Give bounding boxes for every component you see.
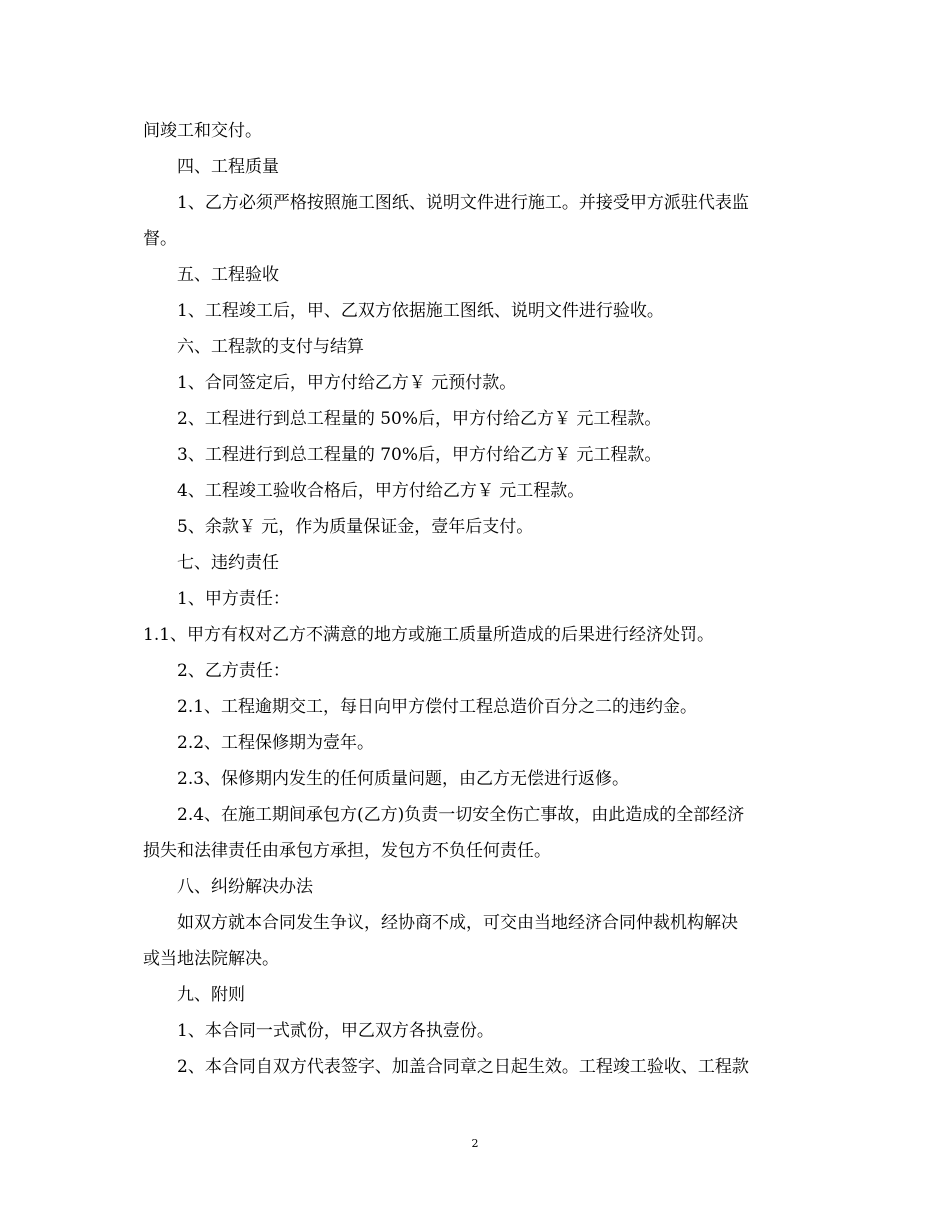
- text-line: 2.3、保修期内发生的任何质量问题，由乙方无偿进行返修。: [177, 769, 630, 789]
- text-line: 1、本合同一式贰份，甲乙双方各执壹份。: [177, 1021, 494, 1041]
- section-heading: 六、工程款的支付与结算: [177, 337, 364, 357]
- text-line: 3、工程进行到总工程量的 70%后，甲方付给乙方￥ 元工程款。: [177, 445, 662, 465]
- section-heading: 九、附则: [177, 985, 245, 1005]
- section-heading: 五、工程验收: [177, 265, 279, 285]
- text-line: 或当地法院解决。: [143, 949, 279, 969]
- text-line: 2、本合同自双方代表签字、加盖合同章之日起生效。工程竣工验收、工程款: [177, 1057, 749, 1077]
- text-line: 4、工程竣工验收合格后，甲方付给乙方￥ 元工程款。: [177, 481, 585, 501]
- text-line: 2、工程进行到总工程量的 50%后，甲方付给乙方￥ 元工程款。: [177, 409, 662, 429]
- text-line: 如双方就本合同发生争议，经协商不成，可交由当地经济合同仲裁机构解决: [177, 913, 738, 933]
- text-line: 间竣工和交付。: [143, 121, 262, 141]
- text-line: 1、工程竣工后，甲、乙双方依据施工图纸、说明文件进行验收。: [177, 301, 664, 321]
- text-line: 2.2、工程保修期为壹年。: [177, 733, 375, 753]
- text-line: 5、余款￥ 元，作为质量保证金，壹年后支付。: [177, 517, 534, 537]
- section-heading: 八、纠纷解决办法: [177, 877, 313, 897]
- text-line: 1、甲方责任：: [177, 589, 290, 609]
- section-heading: 七、违约责任: [177, 553, 279, 573]
- text-line: 督。: [143, 229, 177, 249]
- text-line: 1、合同签定后，甲方付给乙方￥ 元预付款。: [177, 373, 517, 393]
- text-line: 1.1、甲方有权对乙方不满意的地方或施工质量所造成的后果进行经济处罚。: [143, 625, 715, 645]
- document-body: [143, 113, 808, 1085]
- page-number: 2: [471, 1137, 479, 1150]
- section-heading: 四、工程质量: [177, 157, 279, 177]
- text-line: 损失和法律责任由承包方承担，发包方不负任何责任。: [143, 841, 551, 861]
- text-line: 2.4、在施工期间承包方(乙方)负责一切安全伤亡事故，由此造成的全部经济: [177, 805, 745, 825]
- text-line: 2.1、工程逾期交工，每日向甲方偿付工程总造价百分之二的违约金。: [177, 697, 698, 717]
- text-line: 1、乙方必须严格按照施工图纸、说明文件进行施工。并接受甲方派驻代表监: [177, 193, 749, 213]
- text-line: 2、乙方责任：: [177, 661, 290, 681]
